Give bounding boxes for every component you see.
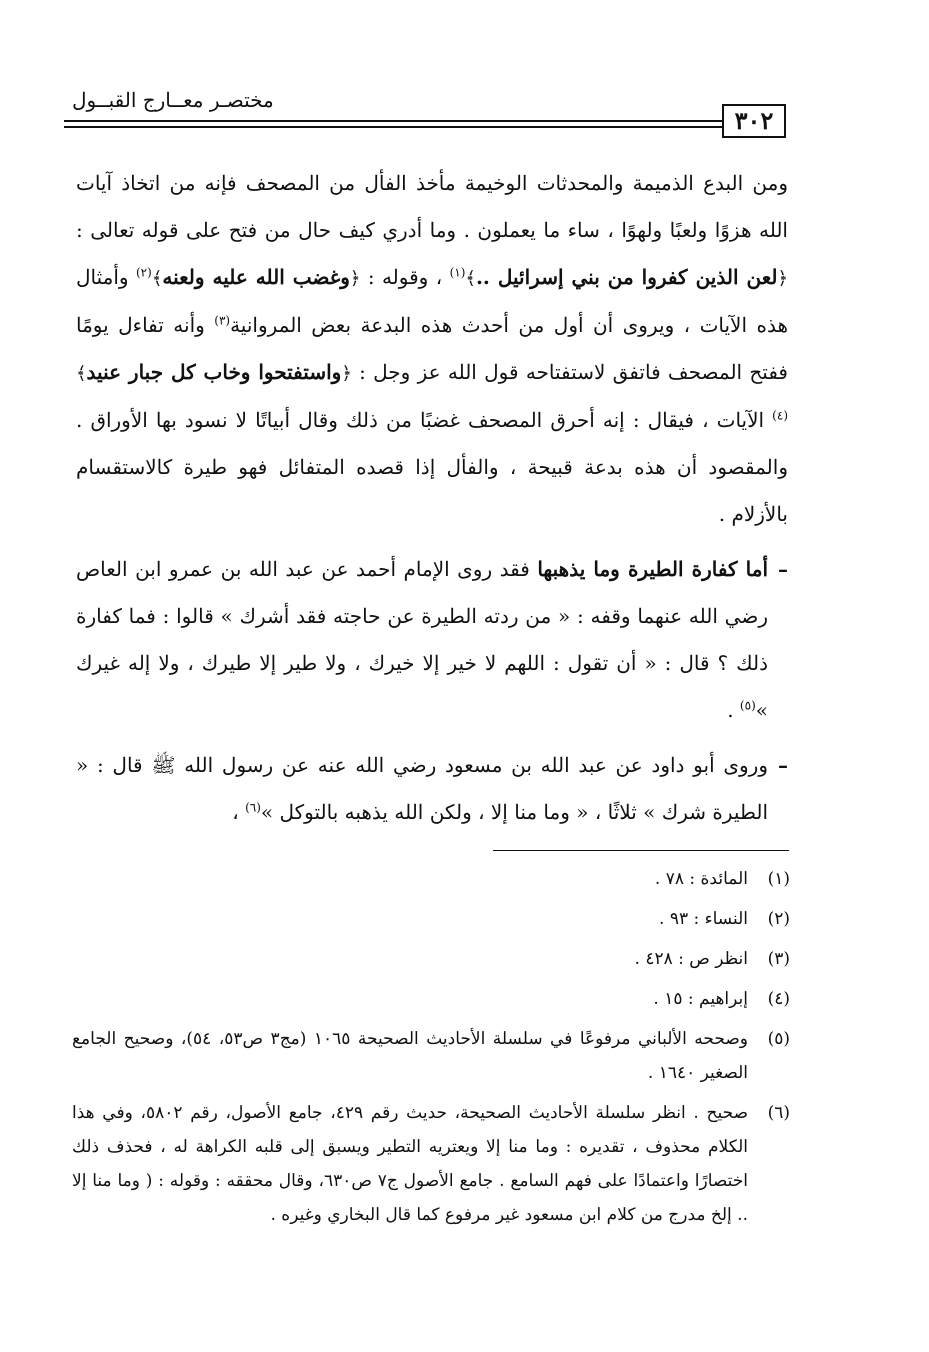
footnote-ref: (٥): [739, 698, 756, 713]
page-number: ٣٠٢: [722, 104, 786, 138]
footnote-ref: (٢): [135, 265, 152, 280]
footnote: (٣) انظر ص : ٤٢٨ .: [634, 949, 790, 969]
footnote-ref: (١): [449, 265, 466, 280]
list-item: – أما كفارة الطيرة وما يذهبها فقد روى الإمام أحمد عن عبد الله بن عمرو ابن العاص رضي الله عنهما وقفه : « من ردته الطيرة عن حاجته فقد أشرك » قالوا : فما كفارة ذلك ؟ قال : « أن تقول : اللهم لا خير إلا خيرك ، ولا طير إلا طيرك ، ولا إله غيرك »$^{(٥)}$ .: [76, 546, 788, 734]
footnote: (٦) صحيح . انظر سلسلة الأحاديث الصحيحة، حديث رقم ٤٢٩، جامع الأصول، رقم ٥٨٠٢، وفي هذا الكلام محذوف ، تقديره : وما منا إلا ويعتريه التطير ويسبق إلى قلبه الكراهة له ، فحذف ذلك اختصارًا واعتمادًا على فهم السامع . جامع الأصول ج٧ ص٦٣٠، وقال محققه : وقوله : ( وما منا إلا .. إلخ مدرج من كلام ابن مسعود غير مرفوع كما قال البخاري وغيره .: [72, 1103, 790, 1225]
quran-verse: وغضب الله عليه ولعنه: [162, 265, 350, 289]
footnote: (٢) النساء : ٩٣ .: [659, 909, 790, 929]
footnote-ref: (٦): [245, 800, 261, 815]
dash-marker: –: [778, 557, 788, 581]
quran-bracket-close: ﴾: [465, 268, 476, 289]
header-rule-second: [64, 126, 724, 128]
dash-marker: –: [778, 753, 788, 777]
quran-verse: لعن الذين كفروا من بني إسرائيل ..: [475, 265, 778, 289]
footnote-ref: (٤): [772, 408, 788, 423]
quran-bracket-open: ﴿: [349, 268, 361, 289]
quran-bracket-open: ﴿: [341, 363, 352, 384]
header-rule: [64, 120, 724, 122]
list-item: – وروى أبو داود عن عبد الله بن مسعود رضي الله عنه عن رسول الله ﷺ قال : « الطيرة شرك » ثلاثًا ، « وما منا إلا ، ولكن الله يذهبه بالتوكل »$^{(٦)}$ ،: [76, 742, 788, 836]
footnote-separator: [493, 850, 789, 851]
footnote: (١) المائدة : ٧٨ .: [654, 869, 790, 889]
section-heading: أما كفارة الطيرة وما يذهبها: [537, 557, 768, 581]
quran-bracket-close: ﴾: [76, 363, 87, 384]
quran-verse: واستفتحوا وخاب كل جبار عنيد: [86, 360, 342, 384]
quran-bracket-close: ﴾: [151, 268, 163, 289]
footnotes: [72, 862, 790, 1238]
main-text: [76, 160, 788, 836]
paragraph: ومن البدع الذميمة والمحدثات الوخيمة مأخذ الفأل من المصحف فإنه من اتخاذ آيات الله هزوًا ولعبًا ولهوًا ، ساء ما يعملون . وما أدري كيف حال من فتح على قوله تعالى : ﴿لعن الذين كفروا من بني إسرائيل ..﴾$^{(١)}$ ، وقوله : ﴿وغضب الله عليه ولعنه﴾$^{(٢)}$ وأمثال هذه الآيات ، ويروى أن أول من أحدث هذه البدعة بعض المروانية$^{(٣)}$ وأنه تفاءل يومًا ففتح المصحف فاتفق لاستفتاحه قول الله عز وجل : ﴿واستفتحوا وخاب كل جبار عنيد﴾$^{(٤)}$ الآيات ، فيقال : إنه أحرق المصحف غضبًا من ذلك وقال أبياتًا لا نسود بها الأوراق . والمقصود أن هذه بدعة قبيحة ، والفأل إذا قصده المتفائل فهو طيرة كالاستقسام بالأزلام .: [76, 171, 789, 526]
book-title: مختصـر معــارج القبــول: [72, 88, 274, 112]
quran-bracket-open: ﴿: [777, 268, 789, 289]
footnote-ref: (٣): [214, 313, 231, 328]
footnote: (٤) إبراهيم : ١٥ .: [653, 989, 790, 1009]
footnote: (٥) وصححه الألباني مرفوعًا في سلسلة الأحاديث الصحيحة ١٠٦٥ (مج٣ ص٥٣، ٥٤)، وصحيح الجامع الصغير ١٦٤٠ .: [72, 1029, 790, 1083]
